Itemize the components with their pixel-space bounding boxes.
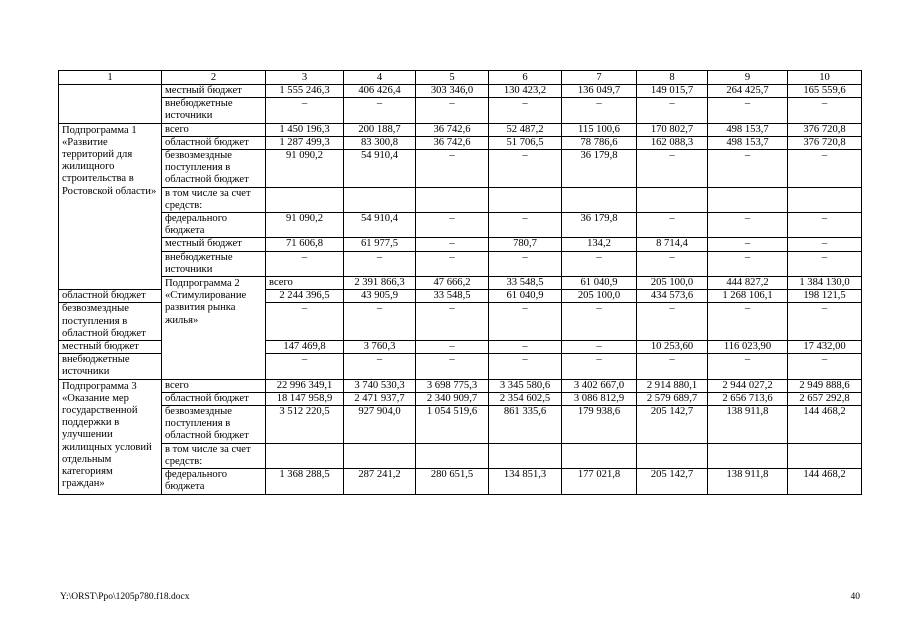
value-cell: – (708, 354, 788, 379)
page-number: 40 (850, 592, 860, 602)
value-cell: – (637, 213, 708, 238)
value-cell: – (416, 354, 489, 379)
value-cell: 71 606,8 (266, 238, 344, 251)
value-cell: 136 049,7 (562, 85, 637, 98)
value-cell: – (788, 213, 862, 238)
value-cell: 2 657 292,8 (788, 392, 862, 405)
value-cell: 36 742,6 (416, 136, 489, 149)
value-cell: 43 905,9 (344, 290, 416, 303)
value-cell: 2 471 937,7 (344, 392, 416, 405)
value-cell: 83 300,8 (344, 136, 416, 149)
table-body (59, 85, 862, 495)
value-cell: – (416, 238, 489, 251)
value-cell (344, 187, 416, 212)
value-cell: – (489, 341, 562, 354)
table-row (59, 213, 862, 238)
value-cell: 3 698 775,3 (416, 379, 489, 392)
value-cell: – (416, 213, 489, 238)
value-cell: – (344, 251, 416, 276)
value-cell (489, 187, 562, 212)
value-cell (489, 443, 562, 468)
value-cell: 47 666,2 (416, 277, 489, 290)
table-row (59, 379, 862, 392)
value-cell: – (788, 98, 862, 123)
value-cell: 22 996 349,1 (266, 379, 344, 392)
value-cell: 376 720,8 (788, 136, 862, 149)
funding-source-cell: внебюджетные источники (162, 98, 266, 123)
funding-source-cell: в том числе за счет средств: (162, 443, 266, 468)
value-cell (416, 187, 489, 212)
value-cell: 61 040,9 (562, 277, 637, 290)
value-cell: 61 040,9 (489, 290, 562, 303)
funding-source-cell: областной бюджет (162, 136, 266, 149)
value-cell (344, 443, 416, 468)
value-cell: 1 054 519,6 (416, 406, 489, 444)
table-row (59, 85, 862, 98)
header-cell: 5 (416, 71, 489, 85)
value-cell: – (562, 354, 637, 379)
value-cell (637, 443, 708, 468)
value-cell: – (637, 303, 708, 341)
value-cell: 61 977,5 (344, 238, 416, 251)
value-cell: 130 423,2 (489, 85, 562, 98)
value-cell: – (708, 150, 788, 188)
value-cell: – (562, 341, 637, 354)
table-row (59, 469, 862, 494)
header-cell: 2 (162, 71, 266, 85)
value-cell: – (416, 341, 489, 354)
value-cell: 3 760,3 (344, 341, 416, 354)
value-cell: 280 651,5 (416, 469, 489, 494)
value-cell: – (489, 150, 562, 188)
value-cell: 2 949 888,6 (788, 379, 862, 392)
value-cell: – (344, 354, 416, 379)
value-cell: – (788, 303, 862, 341)
value-cell: – (708, 303, 788, 341)
table-row (59, 406, 862, 444)
value-cell: 780,7 (489, 238, 562, 251)
value-cell: 36 179,8 (562, 213, 637, 238)
funding-source-cell: федерального бюджета (162, 213, 266, 238)
value-cell: – (788, 238, 862, 251)
value-cell: – (344, 303, 416, 341)
value-cell: 376 720,8 (788, 123, 862, 136)
funding-source-cell: безвозмездные поступления в областной бюджет (59, 303, 162, 341)
value-cell: 264 425,7 (708, 85, 788, 98)
value-cell (266, 187, 344, 212)
value-cell: 147 469,8 (266, 341, 344, 354)
value-cell: 498 153,7 (708, 136, 788, 149)
program-name-cell: Подпрограмма 3 «Оказание мер государственной поддержки в улучшении жилищных условий отдельным категориям граждан» (59, 379, 162, 494)
value-cell: 205 100,0 (562, 290, 637, 303)
value-cell: 144 468,2 (788, 406, 862, 444)
value-cell (788, 187, 862, 212)
value-cell: 200 188,7 (344, 123, 416, 136)
footer-file-path: Y:\ORST\Ppo\1205p780.f18.docx (60, 592, 190, 602)
value-cell: 3 086 812,9 (562, 392, 637, 405)
value-cell: 177 021,8 (562, 469, 637, 494)
value-cell: 91 090,2 (266, 213, 344, 238)
value-cell: 3 345 580,6 (489, 379, 562, 392)
table-row (59, 123, 862, 136)
value-cell: – (266, 303, 344, 341)
value-cell: – (489, 213, 562, 238)
value-cell: – (562, 303, 637, 341)
value-cell: 205 142,7 (637, 469, 708, 494)
program-name-cell (59, 85, 162, 124)
value-cell: – (637, 150, 708, 188)
value-cell: – (788, 251, 862, 276)
value-cell: 2 354 602,5 (489, 392, 562, 405)
value-cell: 115 100,6 (562, 123, 637, 136)
value-cell: 33 548,5 (489, 277, 562, 290)
value-cell: – (266, 98, 344, 123)
value-cell (562, 443, 637, 468)
value-cell: – (637, 251, 708, 276)
value-cell: – (489, 251, 562, 276)
value-cell: 116 023,90 (708, 341, 788, 354)
table-row (59, 150, 862, 188)
value-cell: 149 015,7 (637, 85, 708, 98)
budget-table (58, 70, 862, 495)
value-cell: 1 268 106,1 (708, 290, 788, 303)
table-row (59, 251, 862, 276)
value-cell: 2 914 880,1 (637, 379, 708, 392)
value-cell: 134 851,3 (489, 469, 562, 494)
value-cell: – (416, 98, 489, 123)
value-cell: 434 573,6 (637, 290, 708, 303)
funding-source-cell: местный бюджет (162, 238, 266, 251)
value-cell: 2 944 027,2 (708, 379, 788, 392)
value-cell: 2 579 689,7 (637, 392, 708, 405)
value-cell: 1 287 499,3 (266, 136, 344, 149)
header-cell: 6 (489, 71, 562, 85)
value-cell: 36 179,8 (562, 150, 637, 188)
value-cell: 1 555 246,3 (266, 85, 344, 98)
funding-source-cell: местный бюджет (162, 85, 266, 98)
value-cell: 2 391 866,3 (344, 277, 416, 290)
value-cell: 134,2 (562, 238, 637, 251)
value-cell: 205 100,0 (637, 277, 708, 290)
funding-source-cell: безвозмездные поступления в областной бюджет (162, 406, 266, 444)
value-cell (416, 443, 489, 468)
value-cell: 2 244 396,5 (266, 290, 344, 303)
funding-source-cell: всего (162, 123, 266, 136)
table-header (59, 71, 862, 85)
value-cell (788, 443, 862, 468)
value-cell (266, 443, 344, 468)
funding-source-cell: всего (266, 277, 344, 290)
value-cell: 162 088,3 (637, 136, 708, 149)
value-cell: – (708, 213, 788, 238)
value-cell: 33 548,5 (416, 290, 489, 303)
value-cell: 54 910,4 (344, 213, 416, 238)
funding-source-cell: областной бюджет (162, 392, 266, 405)
value-cell: 51 706,5 (489, 136, 562, 149)
value-cell: 2 656 713,6 (708, 392, 788, 405)
program-name-cell: Подпрограмма 2 «Стимулирование развития рынка жилья» (162, 277, 266, 380)
value-cell: 3 740 530,3 (344, 379, 416, 392)
value-cell: 205 142,7 (637, 406, 708, 444)
funding-source-cell: местный бюджет (59, 341, 162, 354)
table-row (59, 392, 862, 405)
table-row (59, 136, 862, 149)
value-cell: – (562, 251, 637, 276)
value-cell: 861 335,6 (489, 406, 562, 444)
value-cell: 1 450 196,3 (266, 123, 344, 136)
table-row (59, 277, 862, 290)
value-cell: 2 340 909,7 (416, 392, 489, 405)
table-row (59, 238, 862, 251)
value-cell: – (708, 98, 788, 123)
value-cell: – (416, 150, 489, 188)
value-cell (562, 187, 637, 212)
funding-source-cell: внебюджетные источники (59, 354, 162, 379)
value-cell: – (344, 98, 416, 123)
value-cell: – (562, 98, 637, 123)
value-cell: – (489, 303, 562, 341)
value-cell (708, 187, 788, 212)
value-cell: 170 802,7 (637, 123, 708, 136)
value-cell: – (266, 354, 344, 379)
header-cell: 3 (266, 71, 344, 85)
value-cell: 3 512 220,5 (266, 406, 344, 444)
value-cell: 444 827,2 (708, 277, 788, 290)
value-cell: 406 426,4 (344, 85, 416, 98)
header-cell: 8 (637, 71, 708, 85)
value-cell: – (489, 354, 562, 379)
value-cell: 144 468,2 (788, 469, 862, 494)
table-row (59, 98, 862, 123)
value-cell: 498 153,7 (708, 123, 788, 136)
funding-source-cell: всего (162, 379, 266, 392)
value-cell: 138 911,8 (708, 406, 788, 444)
value-cell: 927 904,0 (344, 406, 416, 444)
header-cell: 10 (788, 71, 862, 85)
value-cell: 138 911,8 (708, 469, 788, 494)
value-cell: 303 346,0 (416, 85, 489, 98)
value-cell: 1 384 130,0 (788, 277, 862, 290)
header-cell: 9 (708, 71, 788, 85)
funding-source-cell: безвозмездные поступления в областной бюджет (162, 150, 266, 188)
value-cell: – (788, 150, 862, 188)
header-cell: 4 (344, 71, 416, 85)
value-cell: 10 253,60 (637, 341, 708, 354)
value-cell: 179 938,6 (562, 406, 637, 444)
funding-source-cell: областной бюджет (59, 290, 162, 303)
header-cell: 7 (562, 71, 637, 85)
value-cell: – (489, 98, 562, 123)
value-cell: – (637, 354, 708, 379)
value-cell: – (708, 251, 788, 276)
value-cell (637, 187, 708, 212)
value-cell: 3 402 667,0 (562, 379, 637, 392)
value-cell: – (416, 251, 489, 276)
value-cell: – (788, 354, 862, 379)
value-cell: 165 559,6 (788, 85, 862, 98)
value-cell: 8 714,4 (637, 238, 708, 251)
value-cell: 91 090,2 (266, 150, 344, 188)
value-cell (708, 443, 788, 468)
table-row (59, 443, 862, 468)
value-cell: – (637, 98, 708, 123)
program-name-cell: Подпрограмма 1 «Развитие территорий для жилищного строительства в Ростовской области» (59, 123, 162, 290)
value-cell: 52 487,2 (489, 123, 562, 136)
value-cell: 17 432,00 (788, 341, 862, 354)
value-cell: 78 786,6 (562, 136, 637, 149)
header-cell: 1 (59, 71, 162, 85)
value-cell: – (266, 251, 344, 276)
header-row (59, 71, 862, 85)
funding-source-cell: в том числе за счет средств: (162, 187, 266, 212)
value-cell: 36 742,6 (416, 123, 489, 136)
value-cell: 18 147 958,9 (266, 392, 344, 405)
value-cell: 198 121,5 (788, 290, 862, 303)
funding-source-cell: федерального бюджета (162, 469, 266, 494)
value-cell: – (416, 303, 489, 341)
value-cell: – (708, 238, 788, 251)
value-cell: 54 910,4 (344, 150, 416, 188)
value-cell: 287 241,2 (344, 469, 416, 494)
value-cell: 1 368 288,5 (266, 469, 344, 494)
table-row (59, 187, 862, 212)
funding-source-cell: внебюджетные источники (162, 251, 266, 276)
